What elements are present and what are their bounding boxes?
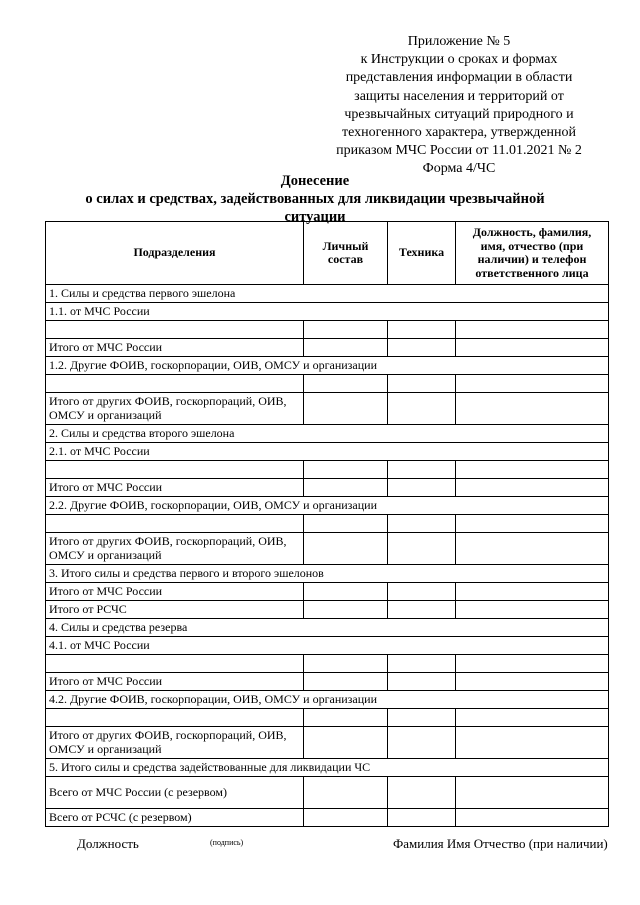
personnel-cell bbox=[304, 375, 388, 393]
appendix-block bbox=[318, 33, 600, 179]
row-label: Итого от других ФОИВ, госкорпораций, ОИВ, ОМСУ и организаций bbox=[46, 533, 304, 565]
table-row bbox=[46, 339, 609, 357]
table-row bbox=[46, 673, 609, 691]
document-title bbox=[70, 172, 560, 226]
equipment-cell bbox=[388, 583, 456, 601]
personnel-cell bbox=[304, 777, 388, 809]
row-label: Итого от МЧС России bbox=[46, 583, 304, 601]
section-title: 1.2. Другие ФОИВ, госкорпорации, ОИВ, ОМСУ и организации bbox=[46, 357, 609, 375]
equipment-cell bbox=[388, 601, 456, 619]
row-label: Итого от других ФОИВ, госкорпораций, ОИВ, ОМСУ и организаций bbox=[46, 727, 304, 759]
responsible-cell bbox=[456, 673, 609, 691]
personnel-cell bbox=[304, 655, 388, 673]
equipment-cell bbox=[388, 479, 456, 497]
personnel-cell bbox=[304, 479, 388, 497]
responsible-cell bbox=[456, 321, 609, 339]
appendix-line: приказом МЧС России от 11.01.2021 № 2 bbox=[336, 143, 582, 159]
table-blank-row bbox=[46, 709, 609, 727]
row-label bbox=[46, 461, 304, 479]
row-label: Итого от МЧС России bbox=[46, 339, 304, 357]
responsible-cell bbox=[456, 777, 609, 809]
header-responsible: Должность, фамилия, имя, отчество (при наличии) и телефон ответственного лица bbox=[456, 222, 609, 285]
personnel-cell bbox=[304, 461, 388, 479]
responsible-cell bbox=[456, 461, 609, 479]
appendix-line: чрезвычайных ситуаций природного и bbox=[344, 106, 574, 122]
form-number: Форма 4/ЧС bbox=[422, 161, 496, 177]
table-row bbox=[46, 727, 609, 759]
appendix-line: представления информации в области bbox=[345, 70, 573, 86]
responsible-cell bbox=[456, 375, 609, 393]
responsible-cell bbox=[456, 583, 609, 601]
row-label bbox=[46, 709, 304, 727]
table-section-row bbox=[46, 497, 609, 515]
appendix-line: к Инструкции о сроках и формах bbox=[360, 52, 558, 68]
equipment-cell bbox=[388, 533, 456, 565]
responsible-cell bbox=[456, 655, 609, 673]
table-row bbox=[46, 479, 609, 497]
table-section-row bbox=[46, 425, 609, 443]
equipment-cell bbox=[388, 809, 456, 827]
table-section-row bbox=[46, 303, 609, 321]
table-section-row bbox=[46, 759, 609, 777]
title-line: о силах и средствах, задействованных для ликвидации чрезвычайной bbox=[85, 191, 545, 207]
row-label: Всего от МЧС России (с резервом) bbox=[46, 777, 304, 809]
equipment-cell bbox=[388, 709, 456, 727]
section-title: 1.1. от МЧС России bbox=[46, 303, 609, 321]
table-row bbox=[46, 393, 609, 425]
personnel-cell bbox=[304, 809, 388, 827]
table-section-row bbox=[46, 691, 609, 709]
responsible-cell bbox=[456, 515, 609, 533]
equipment-cell bbox=[388, 515, 456, 533]
table-row bbox=[46, 601, 609, 619]
row-label: Итого от других ФОИВ, госкорпораций, ОИВ, ОМСУ и организаций bbox=[46, 393, 304, 425]
responsible-cell bbox=[456, 809, 609, 827]
responsible-cell bbox=[456, 393, 609, 425]
table-section-row bbox=[46, 565, 609, 583]
table-body bbox=[46, 285, 609, 827]
equipment-cell bbox=[388, 655, 456, 673]
equipment-cell bbox=[388, 461, 456, 479]
row-label bbox=[46, 321, 304, 339]
appendix-line: защиты населения и территорий от bbox=[354, 88, 564, 104]
appendix-line: Приложение № 5 bbox=[407, 34, 511, 49]
table-blank-row bbox=[46, 375, 609, 393]
equipment-cell bbox=[388, 393, 456, 425]
equipment-cell bbox=[388, 339, 456, 357]
row-label: Итого от МЧС России bbox=[46, 479, 304, 497]
personnel-cell bbox=[304, 673, 388, 691]
footer-signature: (подпись) bbox=[210, 838, 244, 847]
section-title: 2.2. Другие ФОИВ, госкорпорации, ОИВ, ОМСУ и организации bbox=[46, 497, 609, 515]
personnel-cell bbox=[304, 601, 388, 619]
footer-position: Должность bbox=[77, 836, 139, 851]
personnel-cell bbox=[304, 339, 388, 357]
row-label: Итого от РСЧС bbox=[46, 601, 304, 619]
table-section-row bbox=[46, 637, 609, 655]
table-section-row bbox=[46, 619, 609, 637]
title-line: Донесение bbox=[280, 173, 350, 189]
forces-table bbox=[45, 221, 609, 827]
row-label: Итого от МЧС России bbox=[46, 673, 304, 691]
row-label bbox=[46, 655, 304, 673]
equipment-cell bbox=[388, 727, 456, 759]
row-label: Всего от РСЧС (с резервом) bbox=[46, 809, 304, 827]
row-label bbox=[46, 515, 304, 533]
table-row bbox=[46, 533, 609, 565]
equipment-cell bbox=[388, 673, 456, 691]
section-title: 1. Силы и средства первого эшелона bbox=[46, 285, 609, 303]
responsible-cell bbox=[456, 479, 609, 497]
appendix-line: техногенного характера, утвержденной bbox=[341, 125, 577, 141]
section-title: 4.1. от МЧС России bbox=[46, 637, 609, 655]
responsible-cell bbox=[456, 709, 609, 727]
equipment-cell bbox=[388, 375, 456, 393]
personnel-cell bbox=[304, 727, 388, 759]
personnel-cell bbox=[304, 533, 388, 565]
responsible-cell bbox=[456, 339, 609, 357]
responsible-cell bbox=[456, 533, 609, 565]
section-title: 4. Силы и средства резерва bbox=[46, 619, 609, 637]
table-section-row bbox=[46, 357, 609, 375]
personnel-cell bbox=[304, 321, 388, 339]
row-label bbox=[46, 375, 304, 393]
title-line: ситуации bbox=[284, 209, 346, 225]
equipment-cell bbox=[388, 321, 456, 339]
personnel-cell bbox=[304, 709, 388, 727]
table-row bbox=[46, 583, 609, 601]
table-section-row bbox=[46, 443, 609, 461]
section-title: 3. Итого силы и средства первого и второго эшелонов bbox=[46, 565, 609, 583]
footer-full-name: Фамилия Имя Отчество (при наличии) bbox=[393, 836, 608, 851]
responsible-cell bbox=[456, 601, 609, 619]
header-units: Подразделения bbox=[46, 222, 304, 285]
responsible-cell bbox=[456, 727, 609, 759]
header-equipment: Техника bbox=[388, 222, 456, 285]
table-blank-row bbox=[46, 321, 609, 339]
table-header-row bbox=[46, 222, 609, 285]
section-title: 5. Итого силы и средства задействованные для ликвидации ЧС bbox=[46, 759, 609, 777]
personnel-cell bbox=[304, 515, 388, 533]
section-title: 2. Силы и средства второго эшелона bbox=[46, 425, 609, 443]
personnel-cell bbox=[304, 393, 388, 425]
table-blank-row bbox=[46, 655, 609, 673]
table-section-row bbox=[46, 285, 609, 303]
section-title: 2.1. от МЧС России bbox=[46, 443, 609, 461]
table-blank-row bbox=[46, 515, 609, 533]
table-row bbox=[46, 809, 609, 827]
personnel-cell bbox=[304, 583, 388, 601]
equipment-cell bbox=[388, 777, 456, 809]
table-row bbox=[46, 777, 609, 809]
section-title: 4.2. Другие ФОИВ, госкорпорации, ОИВ, ОМСУ и организации bbox=[46, 691, 609, 709]
table-blank-row bbox=[46, 461, 609, 479]
header-personnel: Личный состав bbox=[304, 222, 388, 285]
